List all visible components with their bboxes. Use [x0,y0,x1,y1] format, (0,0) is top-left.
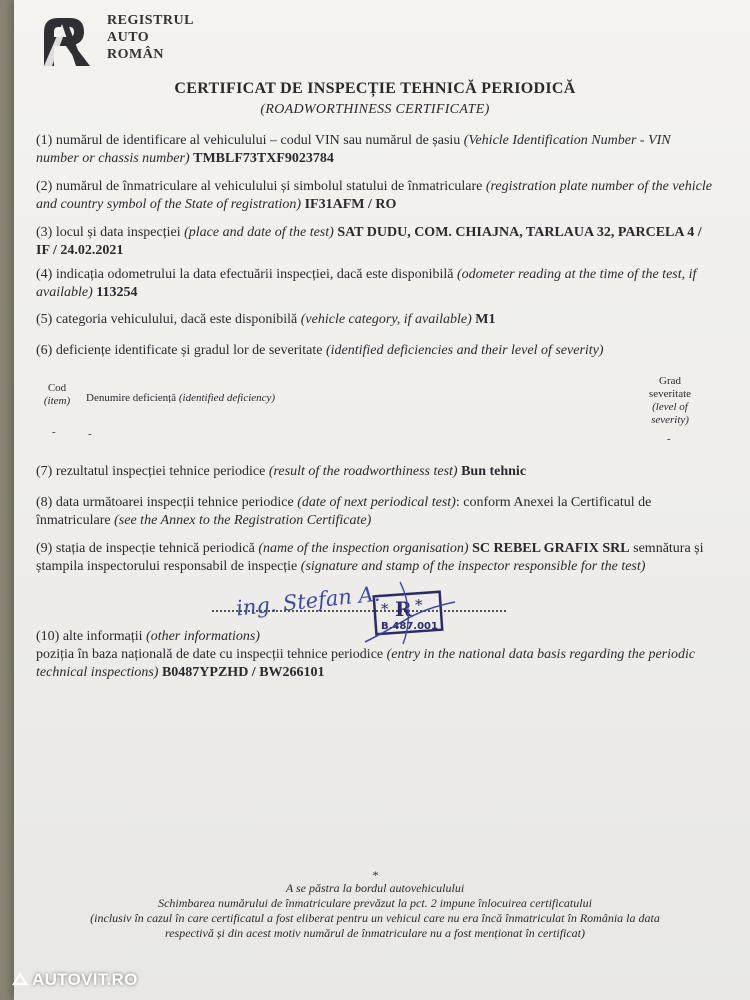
signature-label: semnătura și ștampila inspectorului responsabil de inspecție [36,541,704,574]
place-value: SAT DUDU, COM. CHIAJNA, TARLAUA 32, PARCELA 4 / IF / 24.02.2021 [36,225,702,258]
vin-label-en: (Vehicle Identification Number - VIN number or chassis number) [36,133,671,166]
item-odometer [36,266,716,302]
footer-line-2: Schimbarea numărului de înmatriculare prevăzut la pct. 2 impune înlocuirea certificatului [158,896,592,910]
station-label: (9) stația de inspecție tehnică periodică [36,541,259,556]
station-label-en: (name of the inspection organisation) [258,541,469,556]
item-result [36,463,716,481]
table-row-grad: - [667,433,671,445]
table-col-cod [40,382,74,408]
deficiencies-label: (6) deficiențe identificate și gradul lor de severitate [36,343,326,358]
document-subtitle: (ROADWORTHINESS CERTIFICATE) [260,102,490,117]
national-db-label: poziția în baza națională de date cu inspecții tehnice periodice [36,647,387,662]
next-test-value: : conform Anexei la Certificatul de înmatriculare [36,495,652,528]
svg-text:*: * [415,596,423,614]
deficiencies-label-en: (identified deficiencies and their level of severity) [325,343,604,358]
odometer-value: 113254 [96,285,138,300]
col-grad-header-2: severitate [648,388,692,400]
document-title: CERTIFICAT DE INSPECȚIE TEHNICĂ PERIODICĂ [174,80,576,97]
vin-label: (1) numărul de identificare al vehiculului – codul VIN sau numărul de șasiu [36,133,464,148]
footer-star: * [372,868,378,882]
item-other [36,628,716,682]
footer-line-4: respectivă și din acest motiv numărul de înmatriculare nu a fost menționat în certificat) [164,926,586,940]
result-label: (7) rezultatul inspecției tehnice periodice [36,464,269,479]
category-label-en: (vehicle category, if available) [300,312,472,327]
table-row-cod: - [52,426,56,438]
item-station [36,540,716,576]
col-grad-header-en-2: severity) [651,414,689,426]
footer-line-1: A se păstra la bordul autovehiculului [285,881,465,895]
place-label: (3) locul și data inspecției [36,225,185,240]
col-name-header: Denumire deficiență [86,392,179,404]
signature-text: ing. Stefan A. [234,581,382,621]
other-label-en: (other informations) [146,629,260,644]
next-test-label: (8) data următoarei inspecții tehnice periodice [36,495,298,510]
odometer-label-en: (odometer reading at the time of the test, if available) [36,267,697,300]
autovit-logo-icon [12,972,28,988]
brand-name [107,12,194,63]
result-value: Bun tehnic [461,464,527,479]
item-vin [36,132,716,168]
plate-value: IF31AFM / RO [304,197,397,212]
next-test-label-en: (date of next periodical test) [297,495,456,510]
item-category [36,311,716,329]
col-cod-header-en: (item) [43,395,71,407]
autovit-watermark [12,970,138,990]
station-value: SC REBEL GRAFIX SRL [472,541,630,556]
table-row-name: - [88,428,92,440]
category-value: M1 [475,312,496,327]
next-test-value-en: (see the Annex to the Registration Certificate) [114,513,372,528]
plate-label-en: (registration plate number of the vehicle and country symbol of the State of registration) [36,179,712,212]
svg-text:*: * [381,600,389,618]
vin-value: TMBLF73TXF9023784 [193,151,334,166]
signature-label-en: (signature and stamp of the inspector responsible for the test) [300,559,646,574]
svg-text:R: R [395,597,412,621]
table-col-name [86,392,275,405]
col-name-header-en: (identified deficiency) [178,392,276,404]
odometer-label: (4) indicația odometrului la data efectuării inspecției, dacă este disponibilă [36,267,458,282]
national-db-label-en: (entry in the national data basis regarding the periodic technical inspections) [36,647,696,680]
brand-line-1: REGISTRUL [107,13,194,28]
registrul-auto-roman-logo-icon [40,14,96,70]
col-grad-header-en-1: (level of [652,401,688,413]
national-db-value: B0487YPZHD / BW266101 [161,665,325,680]
stamp-number: B.487.001 [381,621,438,632]
col-cod-header: Cod [47,382,67,394]
item-deficiencies [36,342,716,360]
footer-line-3: (inclusiv în cazul în care certificatul a fost eliberat pentru un vehicul care nu era încă înmatriculat în România la data [90,911,660,925]
item-next-test [36,494,716,530]
brand-line-3: ROMÂN [107,47,164,62]
place-label-en: (place and date of the test) [184,225,334,240]
item-plate [36,178,716,214]
plate-label: (2) numărul de înmatriculare al vehiculului și simbolul statului de înmatriculare [36,179,486,194]
category-label: (5) categoria vehiculului, dacă este disponibilă [36,312,301,327]
watermark-text: AUTOVIT.RO [32,970,138,989]
col-grad-header-1: Grad [659,375,681,387]
other-label: (10) alte informații [36,629,147,644]
item-place-date [36,224,716,260]
result-label-en: (result of the roadworthiness test) [268,464,458,479]
brand-line-2: AUTO [107,30,150,45]
table-col-grad [634,375,706,427]
